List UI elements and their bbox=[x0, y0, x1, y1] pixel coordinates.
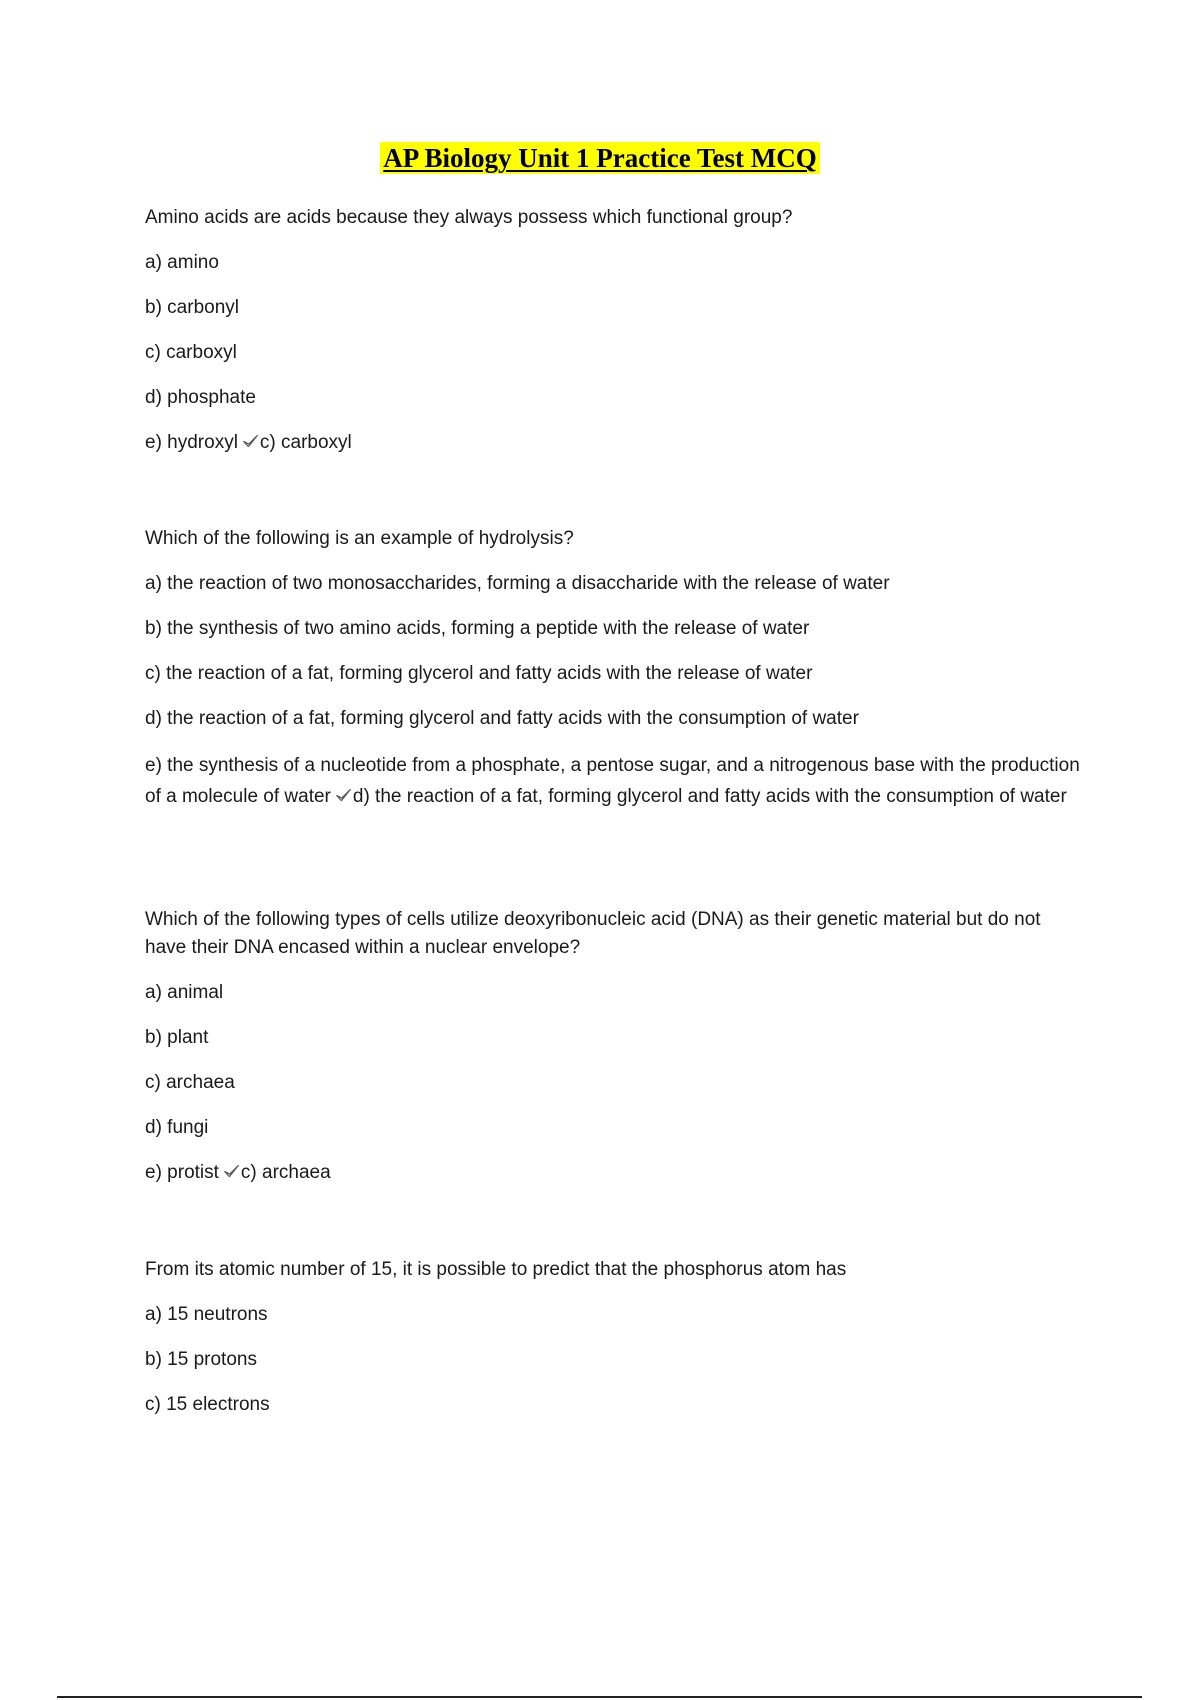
option-a: a) amino bbox=[145, 252, 219, 273]
option-a: a) animal bbox=[145, 982, 224, 1003]
option-e-with-answer bbox=[145, 429, 1085, 457]
option-c: c) archaea bbox=[145, 1072, 235, 1093]
option-b: b) carbonyl bbox=[145, 297, 239, 318]
option-e: e) protist bbox=[145, 1162, 219, 1183]
option-b: b) the synthesis of two amino acids, forming a peptide with the release of water bbox=[145, 618, 810, 639]
option-e-with-answer bbox=[145, 1159, 1085, 1187]
option-d: d) phosphate bbox=[145, 387, 256, 408]
option-e-with-answer bbox=[145, 750, 1085, 812]
question-2 bbox=[145, 525, 1085, 812]
question-text: Which of the following is an example of hydrolysis? bbox=[145, 528, 574, 549]
option-d: d) the reaction of a fat, forming glycerol and fatty acids with the consumption of water bbox=[145, 708, 859, 729]
option-d: d) fungi bbox=[145, 1117, 209, 1138]
option-b: b) plant bbox=[145, 1027, 209, 1048]
option-e: e) hydroxyl bbox=[145, 432, 238, 453]
question-3 bbox=[145, 906, 1085, 1187]
option-a: a) 15 neutrons bbox=[145, 1304, 268, 1325]
check-icon bbox=[335, 787, 352, 804]
answer-text: d) the reaction of a fat, forming glycerol and fatty acids with the consumption of water bbox=[352, 786, 1067, 807]
option-c: c) the reaction of a fat, forming glycerol and fatty acids with the release of water bbox=[145, 663, 813, 684]
option-b: b) 15 protons bbox=[145, 1349, 257, 1370]
option-c: c) 15 electrons bbox=[145, 1394, 270, 1415]
option-a: a) the reaction of two monosaccharides, forming a disaccharide with the release of water bbox=[145, 573, 890, 594]
question-1 bbox=[145, 204, 1085, 457]
question-text: From its atomic number of 15, it is possible to predict that the phosphorus atom has bbox=[145, 1259, 847, 1280]
option-c: c) carboxyl bbox=[145, 342, 237, 363]
check-icon bbox=[242, 433, 259, 450]
check-icon bbox=[223, 1163, 240, 1180]
option-e: e) the synthesis of a nucleotide from a phosphate, a pentose sugar, and a nitrogenous base with the production of a molecule of water bbox=[145, 755, 1080, 807]
title-container bbox=[0, 142, 1200, 174]
question-text: Which of the following types of cells utilize deoxyribonucleic acid (DNA) as their genetic material but do not have their DNA encased within a nuclear envelope? bbox=[145, 909, 1041, 958]
question-text: Amino acids are acids because they always possess which functional group? bbox=[145, 207, 793, 228]
question-4 bbox=[145, 1256, 1085, 1419]
page-title: AP Biology Unit 1 Practice Test MCQ bbox=[380, 142, 819, 174]
answer-text: c) archaea bbox=[240, 1162, 331, 1183]
answer-text: c) carboxyl bbox=[259, 432, 352, 453]
bottom-divider bbox=[57, 1696, 1142, 1698]
